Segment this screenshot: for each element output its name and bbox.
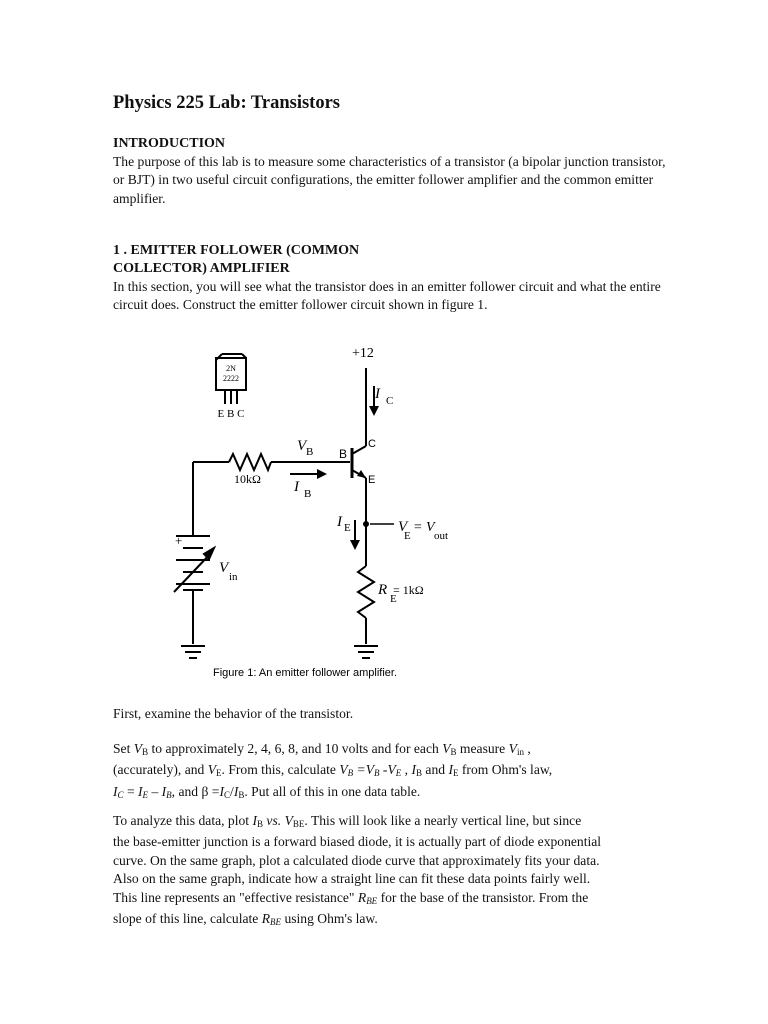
ground-symbol-right bbox=[354, 646, 378, 658]
source-plus-label: + bbox=[175, 533, 183, 548]
collector-label: C bbox=[368, 438, 376, 450]
ve-sub: E bbox=[404, 530, 411, 542]
emitter-label: E bbox=[368, 474, 376, 486]
base-label: B bbox=[339, 447, 348, 461]
introduction-text: The purpose of this lab is to measure some characteristics of a transistor (a bipolar junction transistor, or BJT) in two useful circuit configurations, the emitter follower amplifier and the common emitter amplifier. bbox=[113, 154, 666, 206]
instruction-line-2: (accurately), and $V_E$. From this, calculate $V_B =V_B$ $-V_E$ , $I_B$ and $I_E$ from Ohm's law, bbox=[113, 762, 553, 779]
section-1-heading-line2: COLLECTOR) AMPLIFIER bbox=[113, 261, 290, 276]
ve-letter: V bbox=[398, 519, 408, 535]
first-examine-line: First, examine the behavior of the transistor. bbox=[113, 706, 354, 721]
ie-sub: E bbox=[344, 522, 351, 534]
ic-letter: I bbox=[375, 386, 380, 402]
vout-sub: out bbox=[434, 530, 449, 542]
supply-label: +12 bbox=[352, 346, 374, 361]
instruction-line-3: $I_C = I_E - I_B$, and $\beta =I_C/I_B$. Put all of this in one data table. bbox=[113, 783, 421, 800]
analysis-line-6: slope of this line, calculate $R_{BE}$ using Ohm's law. bbox=[113, 911, 378, 928]
package-pins-label: E B C bbox=[217, 408, 245, 420]
vb-sub: B bbox=[306, 446, 314, 458]
ie-arrow bbox=[350, 520, 360, 550]
re-letter: R bbox=[378, 582, 388, 598]
introduction-heading: INTRODUCTION bbox=[113, 136, 226, 151]
page-title: Physics 225 Lab: Transistors bbox=[113, 93, 340, 113]
vin-sub: in bbox=[229, 571, 238, 583]
section-1-text: In this section, you will see what the transistor does in an emitter follower circuit and what the entire circuit does. Construct the emitter follower circuit shown in figure 1. bbox=[113, 279, 661, 313]
ve-equals-v: = V bbox=[413, 520, 435, 535]
ib-arrow bbox=[290, 469, 327, 479]
vin-letter: V bbox=[219, 560, 229, 576]
package-label-2n: 2N bbox=[226, 364, 236, 373]
ground-symbol-left bbox=[181, 646, 205, 658]
analysis-line-2: the base-emitter junction is a forward biased diode, it is actually part of diode exponential bbox=[113, 834, 602, 850]
resistor-10k-label: 10kΩ bbox=[234, 472, 261, 486]
analysis-line-5: This line represents an "effective resistance" $R_{BE}$ for the base of the transistor. From the bbox=[113, 889, 589, 906]
analysis-line-1: To analyze this data, plot $I_B$ vs. $V_{BE}$. This will look like a nearly vertical line, but since bbox=[113, 813, 582, 829]
analysis-line-4: Also on the same graph, indicate how a straight line can fit these data points fairly well. bbox=[113, 871, 591, 887]
analysis-line-3: curve. On the same graph, plot a calculated diode curve that approximately fits your data. bbox=[113, 852, 600, 868]
ic-sub: C bbox=[386, 395, 394, 407]
vb-letter: V bbox=[297, 438, 307, 454]
ib-letter: I bbox=[294, 479, 299, 495]
ib-sub: B bbox=[304, 488, 312, 500]
section-1-heading-line1: 1 . EMITTER FOLLOWER (COMMON bbox=[113, 243, 360, 258]
instruction-line-1: Set $V_B$ to approximately 2, 4, 6, 8, and 10 volts and for each $V_B$ measure $V_{in}$ , bbox=[113, 741, 531, 757]
package-label-2222: 2222 bbox=[223, 374, 239, 383]
re-sub: E bbox=[390, 593, 397, 605]
ie-letter: I bbox=[337, 514, 342, 530]
figure-caption: Figure 1: An emitter follower amplifier. bbox=[213, 667, 398, 679]
npn-transistor-symbol bbox=[352, 446, 366, 478]
re-value: = 1kΩ bbox=[393, 583, 424, 597]
output-node bbox=[363, 521, 369, 527]
